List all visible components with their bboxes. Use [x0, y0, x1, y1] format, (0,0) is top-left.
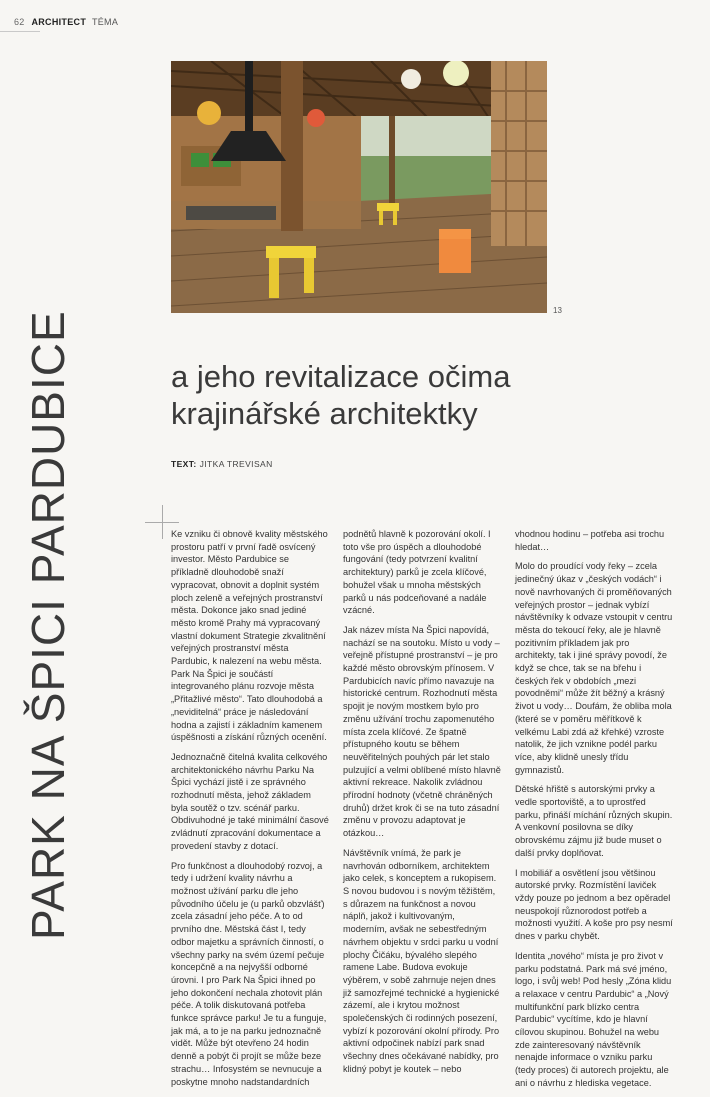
pavilion-illustration: [171, 61, 547, 313]
paragraph: Identita „nového“ místa je pro život v parku podstatná. Park má své jméno, logo, i svůj web! Pod hesly „Zóna klidu a relaxace v centru Pardubic“ a „Nový multifunkční park blízko centra Pardubic“ vycítíme, kdo je hlavní cílovou skupinou. Bohužel na webu zde zainteresovaný návštěvník nenajde informace o vzniku parku (tedy proces) či autorech projektu, ale ani o návrhu z hlediska vegetace.: [515, 950, 672, 1088]
text-column-2: [343, 528, 501, 1083]
text-column-3: [515, 528, 673, 1097]
paragraph: Dětské hřiště s autorskými prvky a vedle sportoviště, a to uprostřed parku, přináší míchání různých skupin. A venkovní posilovna se díky obrovskému zájmu již bude muset o další prvky doplňovat.: [515, 784, 673, 858]
magazine-name: ARCHITECT: [31, 17, 87, 27]
subtitle-line-2: krajinářské architektky: [171, 396, 478, 431]
byline-label: TEXT:: [171, 459, 197, 469]
byline: [171, 459, 273, 469]
paragraph: Jak název místa Na Špici napovídá, nachází se na soutoku. Místo u vody – veřejně přístupné prostranství – je pro každé město obrovským přínosem. V Pardubicích navíc přímo navazuje na historické centrum. Rozhodnutí města spojit je novým mostkem bylo pro změnu užívání trochu zapomenutého místa zcela klíčové. Ze špatně přístupného koutu se během neuvěřitelných pouhých pár let stalo pulzující a velmi oblíbené místo hlavně aktivní rekreace. Nakolik zvládnou přírodní hodnoty (včetně chráněných druhů) držet krok či se na tuto zásadní změnu v provozu adaptovat je otázkou…: [343, 624, 501, 839]
paragraph: Ke vzniku či obnově kvality městského prostoru patří v první řadě osvícený investor. Město Pardubice se příkladně dlouhodobě snaží vypracovat, obnovit a doplnit systém ploch zeleně a veřejných prostranství města. Dokonce jako snad jediné město kromě Prahy má vypracovaný vlastní dokument Strategie zkvalitnění veřejných prostranství města Pardubic, k nalezení na webu města. Park Na Špici je součástí integrovaného plánu rozvoje města „Přitažlivé město“. Tato dlouhodobá a „neviditelná“ práce je následování hodna a zajistí i základním kamenem úspěšnosti a získání různých ocenění.: [171, 529, 328, 743]
paragraph: I mobiliář a osvětlení jsou většinou autorské prvky. Rozmístění laviček vždy pouze po jednom a bez opěradel neuspokojí různorodost potřeb a možnosti využití. A koše pro psy nesmí dnes v parku chybět.: [515, 867, 673, 942]
paragraph: Pro funkčnost a dlouhodobý rozvoj, a tedy i udržení kvality návrhu a možnost užívání parku dle jeho původního účelu je (u parků obzvlášť) zcela zásadní jeho péče. A to od prvního dne. Městská část I, tedy odbor majetku a správních činností, o všechny parky na svém území pečuje koncepčně a na nejvyšší odborné úrovni. I pro Park Na Špici ihned po jeho dokončení nechala zhotovit plán péče. A tolik diskutovaná potřeba funkce správce parku! Je tu a funguje, jak má, a to je na parku jednoznačně vidět. Může být otevřeno 24 hodin denně a pobýt či projít se může beze strachu… Infosystém se nevnucuje a poskytne mnoho nadstandardních: [171, 860, 327, 1087]
vertical-title: PARK NA ŠPICI PARDUBICE: [22, 310, 74, 940]
section-name: TÉMA: [91, 17, 119, 27]
subtitle-line-1: a jeho revitalizace očima: [171, 359, 511, 394]
paragraph: Jednoznačně čitelná kvalita celkového architektonického návrhu Parku Na Špici vychází jistě i ze správného rozhodnutí města, jehož základem byla soutěž o tzv. scénář parku. Obdivuhodné je také minimální časové zvládnutí zpracování dokumentace a provedení stavby z dotací.: [171, 751, 329, 851]
pavilion-photo: [171, 61, 547, 313]
header-rule: [0, 31, 40, 32]
text-column-1: [171, 528, 329, 1095]
crosshair-mark-vertical: [162, 505, 163, 539]
page-number: 62: [14, 17, 25, 27]
paragraph: Návštěvník vnímá, že park je navrhován odborníkem, architektem jako celek, s konceptem a rukopisem. S novou budovou i s novým těžištěm, s důrazem na funkčnost a novou náplň, jakož i kultivovaným, moderním, avšak ne sebestředným návrhem objektu v srdci parku u vodní plochy Čičáku, bývalého slepého ramene Labe. Budova evokuje výběrem, v sobě zahrnuje nejen dnes již samozřejmé technické a hygienické zázemí, ale i krytou možnost společenských či rodinných posezení, vybízí k pozorování okolní přírody. Pro aktivní odpočinek nabízí park snad všechny dnes očekávané nabídky, pro klidný pobyt je koutek – nebo: [343, 847, 500, 1074]
paragraph: Molo do proudící vody řeky – zcela jedinečný úkaz v „českých vodách“ i nově navrhovaných či proměňovaných veřejných prostor – jednak vybízí návštěvníky k odvaze vstoupit v centru města do tekoucí řeky, ale je hlavně pozitivním příkladem jak pro architekty, tak i jiné správy povodí, že když se chce, tak se na břehu i českých řek v obdobích „mezi povodněmi“ může žít běžný a krásný život u vody… Doufám, že obliba mola (které se v poměru měřítkově k velkému Labi zdá až křehké) vzroste natolik, že jich vznikne podél parku více, aby klidně unesly třídu gymnazistů.: [515, 561, 673, 775]
paragraph: vhodnou hodinu – potřeba asi trochu hledat…: [515, 529, 665, 552]
paragraph: podnětů hlavně k pozorování okolí. I toto vše pro úspěch a dlouhodobé fungování (tedy potvrzení kvalitní architektury) parků je zcela klíčové, bohužel však u mnoha městských parků u nás podceňované a nadále vzácné.: [343, 529, 491, 616]
running-header: [14, 17, 118, 27]
article-subtitle: [171, 358, 631, 432]
photo-number: 13: [553, 306, 562, 315]
byline-author: JITKA TREVISAN: [199, 459, 273, 469]
